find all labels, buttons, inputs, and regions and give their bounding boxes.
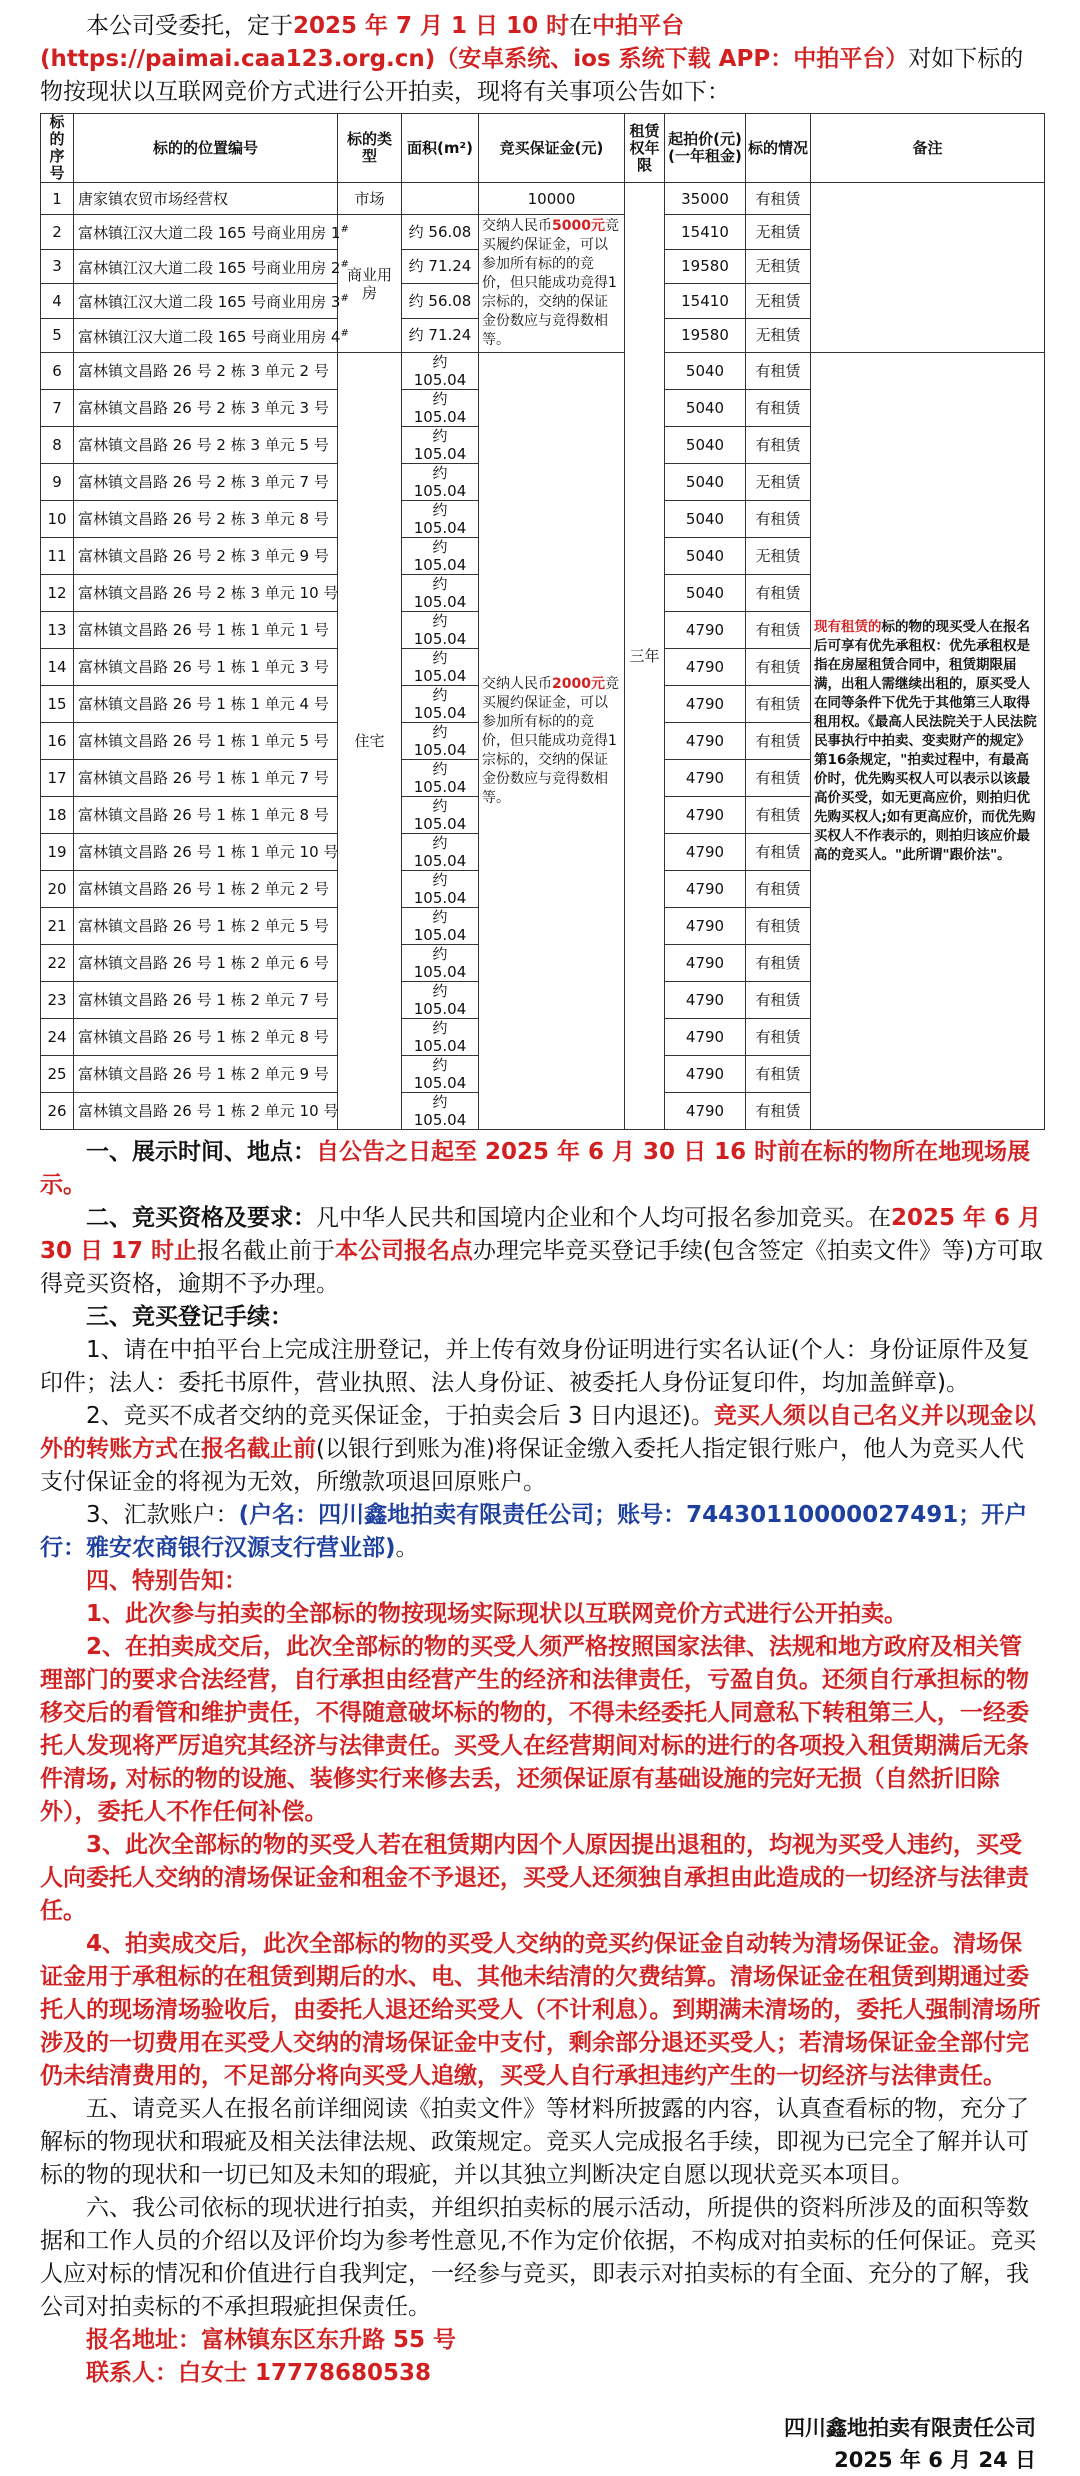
lot-price: 5040 bbox=[665, 464, 746, 501]
lot-location-sup: # bbox=[340, 258, 349, 270]
lot-no: 14 bbox=[41, 649, 74, 686]
lot-area: 约 105.04 bbox=[402, 390, 479, 427]
lot-area: 约 105.04 bbox=[402, 945, 479, 982]
lot-no: 5 bbox=[41, 318, 74, 353]
intro-text-2: 在 bbox=[569, 13, 593, 39]
signup-address: 报名地址：富林镇东区东升路 55 号 bbox=[86, 2327, 457, 2354]
lots-table-body bbox=[41, 183, 1045, 1130]
header-lease-term: 租赁权年限 bbox=[625, 114, 665, 183]
lot-type-residential: 住宅 bbox=[338, 353, 402, 1130]
lot-area: 约 105.04 bbox=[402, 575, 479, 612]
lot-status: 有租赁 bbox=[746, 908, 811, 945]
lot-price: 15410 bbox=[665, 284, 746, 319]
lot-price: 4790 bbox=[665, 760, 746, 797]
intro-text-1: 本公司受委托，定于 bbox=[86, 13, 293, 39]
lot-location-text: 富林镇江汉大道二段 165 号商业用房 2 bbox=[78, 258, 341, 277]
lot-location: 富林镇文昌路 26 号 2 栋 3 单元 10 号 bbox=[74, 575, 338, 612]
lot-price: 4790 bbox=[665, 1019, 746, 1056]
lot-no: 13 bbox=[41, 612, 74, 649]
lot-price: 4790 bbox=[665, 834, 746, 871]
intro-paragraph bbox=[40, 10, 1044, 109]
deposit-2-amount: 5000元 bbox=[552, 218, 605, 235]
lot-status: 无租赁 bbox=[746, 284, 811, 319]
lot-area: 约 105.04 bbox=[402, 797, 479, 834]
lot-location-text: 富林镇江汉大道二段 165 号商业用房 3 bbox=[78, 293, 341, 312]
lot-status: 有租赁 bbox=[746, 427, 811, 464]
section-3-item-2-red-2: 报名截止前 bbox=[201, 1436, 316, 1463]
lot-type-commercial: 商业用房 bbox=[338, 215, 402, 353]
lot-area: 约 105.04 bbox=[402, 760, 479, 797]
auction-platform: 中拍平台(https://paimai.caa123.org.cn)（安卓系统、ios 系统下载 APP：中拍平台） bbox=[40, 13, 909, 72]
note-priority-lease bbox=[811, 353, 1045, 1130]
lot-price: 4790 bbox=[665, 945, 746, 982]
lot-area: 约 105.04 bbox=[402, 1056, 479, 1093]
table-header-row bbox=[41, 114, 1045, 183]
lot-area: 约 105.04 bbox=[402, 982, 479, 1019]
lot-price: 4790 bbox=[665, 686, 746, 723]
lot-status: 有租赁 bbox=[746, 353, 811, 390]
lot-status: 有租赁 bbox=[746, 390, 811, 427]
lot-status: 有租赁 bbox=[746, 686, 811, 723]
lot-status: 有租赁 bbox=[746, 1019, 811, 1056]
header-deposit: 竞买保证金(元) bbox=[479, 114, 625, 183]
lot-price: 4790 bbox=[665, 1056, 746, 1093]
lot-status: 有租赁 bbox=[746, 183, 811, 215]
section-3-item-3 bbox=[40, 1499, 1044, 1565]
lot-type-market: 市场 bbox=[338, 183, 402, 215]
section-6: 六、我公司依标的现状进行拍卖，并组织拍卖标的展示活动，所提供的资料所涉及的面积等数据和工作人员的介绍以及评价均为参考性意见,不作为定价依据，不构成对拍卖标的任何保证。竞买人应对标的情况和价值进行自我判定，一经参与竞买，即表示对拍卖标的有全面、充分的了解，我公司对拍卖标的不承担瑕疵担保责任。 bbox=[40, 2195, 1037, 2321]
lot-location: 富林镇文昌路 26 号 1 栋 2 单元 7 号 bbox=[74, 982, 338, 1019]
section-3-title: 三、竞买登记手续： bbox=[86, 1304, 293, 1331]
header-status: 标的情况 bbox=[746, 114, 811, 183]
lot-price: 4790 bbox=[665, 612, 746, 649]
lot-area: 约 56.08 bbox=[402, 215, 479, 250]
section-3-item-1: 1、请在中拍平台上完成注册登记，并上传有效身份证明进行实名认证(个人：身份证原件及复印件；法人：委托书原件，营业执照、法人身份证、被委托人身份证复印件，均加盖鲜章)。 bbox=[40, 1337, 1030, 1397]
lot-no: 20 bbox=[41, 871, 74, 908]
lot-status: 有租赁 bbox=[746, 834, 811, 871]
section-2-place: 本公司报名点 bbox=[335, 1238, 474, 1265]
header-location: 标的的位置编号 bbox=[74, 114, 338, 183]
lot-area: 约 105.04 bbox=[402, 834, 479, 871]
lot-price: 19580 bbox=[665, 318, 746, 353]
section-3-item-2 bbox=[40, 1400, 1044, 1499]
lot-status: 有租赁 bbox=[746, 723, 811, 760]
lot-no: 12 bbox=[41, 575, 74, 612]
section-4-item-1: 1、此次参与拍卖的全部标的物按现场实际现状以互联网竞价方式进行公开拍卖。 bbox=[86, 1601, 908, 1628]
section-1-title: 一、展示时间、地点： bbox=[86, 1139, 316, 1166]
bank-account-info: (户名：四川鑫地拍卖有限责任公司；账号：74430110000027491；开户行：雅安农商银行汉源支行营业部) bbox=[40, 1502, 1028, 1562]
lot-no: 9 bbox=[41, 464, 74, 501]
lot-deposit-market: 10000 bbox=[479, 183, 625, 215]
section-1 bbox=[40, 1136, 1044, 1202]
lot-no: 7 bbox=[41, 390, 74, 427]
section-2-deadline: 2025 年 6 月 30 日 17 时止 bbox=[40, 1205, 1042, 1265]
section-1-body: 自公告之日起至 2025 年 6 月 30 日 16 时前在标的物所在地现场展示。 bbox=[40, 1139, 1031, 1199]
section-2-text-b: 报名截止前于 bbox=[197, 1238, 336, 1265]
lot-location: 富林镇文昌路 26 号 1 栋 1 单元 8 号 bbox=[74, 797, 338, 834]
lot-location: 富林镇文昌路 26 号 2 栋 3 单元 3 号 bbox=[74, 390, 338, 427]
section-4-item-3: 3、此次全部标的物的买受人若在租赁期内因个人原因提出退租的，均视为买受人违约，买受人向委托人交纳的清场保证金和租金不予退还，买受人还须独自承担由此造成的一切经济与法律责任。 bbox=[40, 1832, 1029, 1925]
lot-no: 1 bbox=[41, 183, 74, 215]
lot-status: 无租赁 bbox=[746, 538, 811, 575]
lot-no: 15 bbox=[41, 686, 74, 723]
section-4-item-2: 2、在拍卖成交后，此次全部标的物的买受人须严格按照国家法律、法规和地方政府及相关管理部门的要求合法经营，自行承担由经营产生的经济和法律责任，亏盈自负。还须自行承担标的物移交后的看管和维护责任，不得随意破坏标的物的，不得未经委托人同意私下转租第三人，一经委托人发现将严厉追究其经济与法律责任。买受人在经营期间对标的进行的各项投入租赁期满后无条件清场, 对标的物的设施、装修实行来修去丢，还须保证原有基础设施的完好无损（自然折旧除外），委托人不作任何补偿。 bbox=[40, 1634, 1029, 1826]
lot-location-sup: # bbox=[340, 224, 349, 236]
lot-price: 4790 bbox=[665, 649, 746, 686]
lot-no: 11 bbox=[41, 538, 74, 575]
section-3-item-2-text-a: 2、竞买不成者交纳的竞买保证金，于拍卖会后 3 日内退还)。 bbox=[86, 1403, 714, 1430]
lot-location bbox=[74, 318, 349, 353]
lot-price: 4790 bbox=[665, 1093, 746, 1130]
lease-term: 三年 bbox=[625, 183, 665, 1130]
lot-area bbox=[402, 183, 479, 215]
section-2 bbox=[40, 1202, 1044, 1301]
header-note: 备注 bbox=[811, 114, 1045, 183]
lot-area: 约 105.04 bbox=[402, 353, 479, 390]
lot-area: 约 105.04 bbox=[402, 1019, 479, 1056]
lot-area: 约 105.04 bbox=[402, 427, 479, 464]
lot-price: 4790 bbox=[665, 982, 746, 1019]
lot-area: 约 105.04 bbox=[402, 501, 479, 538]
lot-area: 约 56.08 bbox=[402, 284, 479, 319]
lot-price: 4790 bbox=[665, 797, 746, 834]
lot-price: 5040 bbox=[665, 575, 746, 612]
lot-status: 有租赁 bbox=[746, 760, 811, 797]
lot-status: 有租赁 bbox=[746, 612, 811, 649]
contact-person: 联系人：白女士 17778680538 bbox=[86, 2360, 432, 2387]
lot-no: 22 bbox=[41, 945, 74, 982]
lot-price: 4790 bbox=[665, 871, 746, 908]
deposit-2-text-b: 竞买履约保证金，可以参加所有标的的竞价，但只能成功竞得1宗标的，交纳的保证金份数应与竞得数相等。 bbox=[482, 218, 619, 349]
lot-status: 无租赁 bbox=[746, 249, 811, 284]
lot-deposit-residential bbox=[479, 353, 625, 1130]
lot-price: 5040 bbox=[665, 501, 746, 538]
deposit-3-text-a: 交纳人民币 bbox=[482, 675, 552, 692]
lot-status: 无租赁 bbox=[746, 464, 811, 501]
header-start-price: 起拍价(元)(一年租金) bbox=[665, 114, 746, 183]
lot-status: 有租赁 bbox=[746, 1093, 811, 1130]
lot-area: 约 105.04 bbox=[402, 908, 479, 945]
lot-location: 富林镇文昌路 26 号 2 栋 3 单元 2 号 bbox=[74, 353, 338, 390]
lot-status: 有租赁 bbox=[746, 797, 811, 834]
lot-location: 富林镇文昌路 26 号 1 栋 1 单元 5 号 bbox=[74, 723, 338, 760]
table-row bbox=[41, 183, 1045, 215]
section-5: 五、请竞买人在报名前详细阅读《拍卖文件》等材料所披露的内容，认真查看标的物，充分了解标的物现状和瑕疵及相关法律法规、政策规定。竞买人完成报名手续，即视为已完全了解并认可标的物的现状和一切已知及未知的瑕疵，并以其独立判断决定自愿以现状竞买本项目。 bbox=[40, 2096, 1029, 2189]
lot-price: 35000 bbox=[665, 183, 746, 215]
lot-location: 富林镇文昌路 26 号 1 栋 1 单元 7 号 bbox=[74, 760, 338, 797]
lot-status: 有租赁 bbox=[746, 575, 811, 612]
lot-price: 19580 bbox=[665, 249, 746, 284]
section-3-item-3-label: 3、汇款账户： bbox=[86, 1502, 239, 1529]
section-3-item-3-end: 。 bbox=[395, 1535, 419, 1562]
lot-location: 富林镇文昌路 26 号 1 栋 1 单元 3 号 bbox=[74, 649, 338, 686]
section-4-title: 四、特别告知： bbox=[86, 1568, 247, 1595]
lot-price: 4790 bbox=[665, 723, 746, 760]
lot-location: 富林镇文昌路 26 号 1 栋 1 单元 1 号 bbox=[74, 612, 338, 649]
lot-location bbox=[74, 215, 349, 250]
footer-signature bbox=[40, 2412, 1044, 2476]
lot-status: 有租赁 bbox=[746, 501, 811, 538]
lot-no: 8 bbox=[41, 427, 74, 464]
lot-area: 约 71.24 bbox=[402, 249, 479, 284]
lot-location bbox=[74, 249, 349, 284]
lot-location-sup: # bbox=[340, 293, 349, 305]
lot-price: 5040 bbox=[665, 538, 746, 575]
footer-company: 四川鑫地拍卖有限责任公司 bbox=[784, 2416, 1036, 2441]
table-row bbox=[41, 353, 1045, 390]
note-empty bbox=[811, 183, 1045, 353]
lot-location: 富林镇文昌路 26 号 2 栋 3 单元 5 号 bbox=[74, 427, 338, 464]
lot-no: 18 bbox=[41, 797, 74, 834]
lot-area: 约 105.04 bbox=[402, 723, 479, 760]
lot-no: 25 bbox=[41, 1056, 74, 1093]
header-type: 标的类型 bbox=[338, 114, 402, 183]
lot-location-text: 富林镇江汉大道二段 165 号商业用房 4 bbox=[78, 327, 341, 346]
lot-location: 富林镇文昌路 26 号 1 栋 2 单元 10 号 bbox=[74, 1093, 338, 1130]
lot-no: 2 bbox=[41, 215, 74, 250]
lot-location: 唐家镇农贸市场经营权 bbox=[74, 183, 338, 215]
lot-area: 约 105.04 bbox=[402, 538, 479, 575]
lot-no: 24 bbox=[41, 1019, 74, 1056]
header-no: 标的序号 bbox=[41, 114, 74, 183]
lot-location: 富林镇文昌路 26 号 2 栋 3 单元 8 号 bbox=[74, 501, 338, 538]
lot-location: 富林镇文昌路 26 号 1 栋 2 单元 6 号 bbox=[74, 945, 338, 982]
lot-status: 无租赁 bbox=[746, 318, 811, 353]
lot-area: 约 105.04 bbox=[402, 871, 479, 908]
section-2-text-c: 办理完毕竞买登记手续(包含签定《拍卖文件》等)方可取得竞买资格，逾期不予办理。 bbox=[40, 1238, 1043, 1298]
lot-location: 富林镇文昌路 26 号 1 栋 1 单元 10 号 bbox=[74, 834, 338, 871]
lot-status: 无租赁 bbox=[746, 215, 811, 250]
lot-price: 4790 bbox=[665, 908, 746, 945]
lot-location: 富林镇文昌路 26 号 2 栋 3 单元 9 号 bbox=[74, 538, 338, 575]
lot-location: 富林镇文昌路 26 号 1 栋 2 单元 2 号 bbox=[74, 871, 338, 908]
lot-status: 有租赁 bbox=[746, 871, 811, 908]
auction-time: 2025 年 7 月 1 日 10 时 bbox=[293, 13, 570, 39]
lot-price: 5040 bbox=[665, 427, 746, 464]
lot-area: 约 71.24 bbox=[402, 318, 479, 353]
lots-table bbox=[40, 113, 1045, 1130]
lot-no: 4 bbox=[41, 284, 74, 319]
lot-location: 富林镇文昌路 26 号 1 栋 2 单元 8 号 bbox=[74, 1019, 338, 1056]
lot-price: 15410 bbox=[665, 215, 746, 250]
lot-status: 有租赁 bbox=[746, 982, 811, 1019]
footer-date: 2025 年 6 月 24 日 bbox=[834, 2448, 1036, 2473]
lot-area: 约 105.04 bbox=[402, 649, 479, 686]
note-red-text: 现有租赁的 bbox=[814, 618, 882, 635]
lot-no: 23 bbox=[41, 982, 74, 1019]
lot-no: 16 bbox=[41, 723, 74, 760]
lot-status: 有租赁 bbox=[746, 1056, 811, 1093]
section-4-item-4: 4、拍卖成交后，此次全部标的物的买受人交纳的竞买约保证金自动转为清场保证金。清场保证金用于承租标的在租赁到期后的水、电、其他未结清的欠费结算。清场保证金在租赁到期通过委托人的现场清场验收后，由委托人退还给买受人（不计利息）。到期满未清场的，委托人强制清场所涉及的一切费用在买受人交纳的清场保证金中支付，剩余部分退还买受人；若清场保证金全部付完仍未结清费用的，不足部分将向买受人追缴，买受人自行承担违约产生的一切经济与法律责任。 bbox=[40, 1931, 1041, 2090]
lot-no: 6 bbox=[41, 353, 74, 390]
section-3-item-2-text-c: (以银行到账为准)将保证金缴入委托人指定银行账户，他人为竞买人代支付保证金的将视为无效，所缴款项退回原账户。 bbox=[40, 1436, 1024, 1496]
deposit-3-amount: 2000元 bbox=[552, 675, 605, 692]
lot-no: 17 bbox=[41, 760, 74, 797]
lot-price: 5040 bbox=[665, 353, 746, 390]
lot-location: 富林镇文昌路 26 号 2 栋 3 单元 7 号 bbox=[74, 464, 338, 501]
lot-location-sup: # bbox=[340, 327, 349, 339]
section-3-item-2-red: 竞买人须以自己名义并以现金以外的转账方式 bbox=[40, 1403, 1036, 1463]
lot-location: 富林镇文昌路 26 号 1 栋 1 单元 4 号 bbox=[74, 686, 338, 723]
lot-area: 约 105.04 bbox=[402, 612, 479, 649]
lot-price: 5040 bbox=[665, 390, 746, 427]
lot-location bbox=[74, 284, 349, 319]
lot-location: 富林镇文昌路 26 号 1 栋 2 单元 9 号 bbox=[74, 1056, 338, 1093]
lot-area: 约 105.04 bbox=[402, 1093, 479, 1130]
intro-text-3: 对如下标的物按现状以互联网竞价方式进行公开拍卖，现将有关事项公告如下： bbox=[40, 46, 1024, 105]
lot-no: 26 bbox=[41, 1093, 74, 1130]
lot-status: 有租赁 bbox=[746, 945, 811, 982]
lot-no: 21 bbox=[41, 908, 74, 945]
section-3-item-2-text-b: 在 bbox=[178, 1436, 201, 1463]
lot-no: 3 bbox=[41, 249, 74, 284]
lot-location: 富林镇文昌路 26 号 1 栋 2 单元 5 号 bbox=[74, 908, 338, 945]
lot-area: 约 105.04 bbox=[402, 464, 479, 501]
header-area: 面积(m²) bbox=[402, 114, 479, 183]
section-2-text-a: 凡中华人民共和国境内企业和个人均可报名参加竞买。在 bbox=[316, 1205, 891, 1232]
section-2-title: 二、竞买资格及要求： bbox=[86, 1205, 316, 1232]
lot-no: 19 bbox=[41, 834, 74, 871]
lot-location-text: 富林镇江汉大道二段 165 号商业用房 1 bbox=[78, 224, 341, 243]
lot-no: 10 bbox=[41, 501, 74, 538]
note-body-text: 标的物的现买受人在报名后可享有优先承租权：优先承租权是指在房屋租赁合同中，租赁期限届满，出租人需继续出租的，原买受人在同等条件下优先于其他第三人取得租用权。《最高人民法院关于人民法院民事执行中拍卖、变卖财产的规定》第16条规定，"拍卖过程中，有最高价时，优先购买权人可以表示以该最高价买受，如无更高应价，则拍归优先购买权人;如有更高应价，而优先购买权人不作表示的，则拍归该应价最高的竞买人。"此所谓"跟价法"。 bbox=[814, 618, 1037, 863]
lot-status: 有租赁 bbox=[746, 649, 811, 686]
lot-deposit-commercial bbox=[479, 215, 625, 353]
lot-area: 约 105.04 bbox=[402, 686, 479, 723]
deposit-2-text-a: 交纳人民币 bbox=[482, 218, 552, 235]
deposit-3-text-b: 竞买履约保证金，可以参加所有标的的竞价，但只能成功竞得1宗标的，交纳的保证金份数应与竞得数相等。 bbox=[482, 675, 619, 806]
